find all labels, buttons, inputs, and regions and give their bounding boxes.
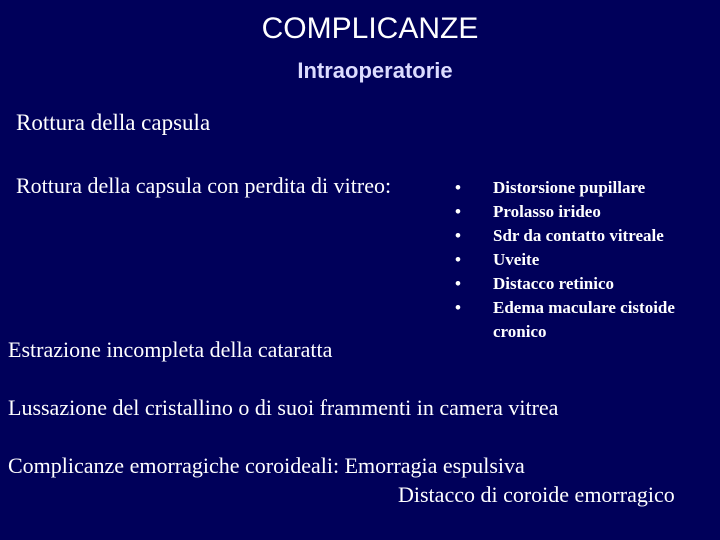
list-item xyxy=(455,272,718,296)
slide-subtitle: Intraoperatorie xyxy=(297,58,453,83)
text-rottura-vitreo: Rottura della capsula con perdita di vitreo: xyxy=(16,173,392,198)
bullet-icon: • xyxy=(455,226,461,245)
bullet-text: Distacco retinico xyxy=(493,274,615,293)
list-item xyxy=(455,176,718,200)
list-item xyxy=(455,200,718,224)
bullet-text: Uveite xyxy=(493,250,540,269)
text-distacco-coroide: Distacco di coroide emorragico xyxy=(398,482,675,507)
bullet-icon: • xyxy=(455,274,461,293)
bullet-text: Distorsione pupillare xyxy=(493,178,646,197)
bullet-icon: • xyxy=(455,202,461,221)
text-estrazione-incompleta: Estrazione incompleta della cataratta xyxy=(8,337,333,362)
text-complicanze-emorragiche: Complicanze emorragiche coroideali: Emorragia espulsiva xyxy=(8,453,525,478)
slide-title: COMPLICANZE xyxy=(261,12,479,45)
list-item xyxy=(455,224,718,248)
bullet-text: Sdr da contatto vitreale xyxy=(493,226,664,245)
complication-bullet-list xyxy=(455,176,718,344)
bullet-icon: • xyxy=(455,178,461,197)
list-item xyxy=(455,248,718,272)
bullet-icon: • xyxy=(455,250,461,269)
bullet-icon: • xyxy=(455,298,461,317)
text-lussazione-cristallino: Lussazione del cristallino o di suoi frammenti in camera vitrea xyxy=(8,395,559,420)
bullet-text: Prolasso irideo xyxy=(493,202,601,221)
bullet-text: Edema maculare cistoide cronico xyxy=(493,298,675,341)
list-item xyxy=(455,296,718,344)
text-rottura-capsula: Rottura della capsula xyxy=(16,110,211,135)
